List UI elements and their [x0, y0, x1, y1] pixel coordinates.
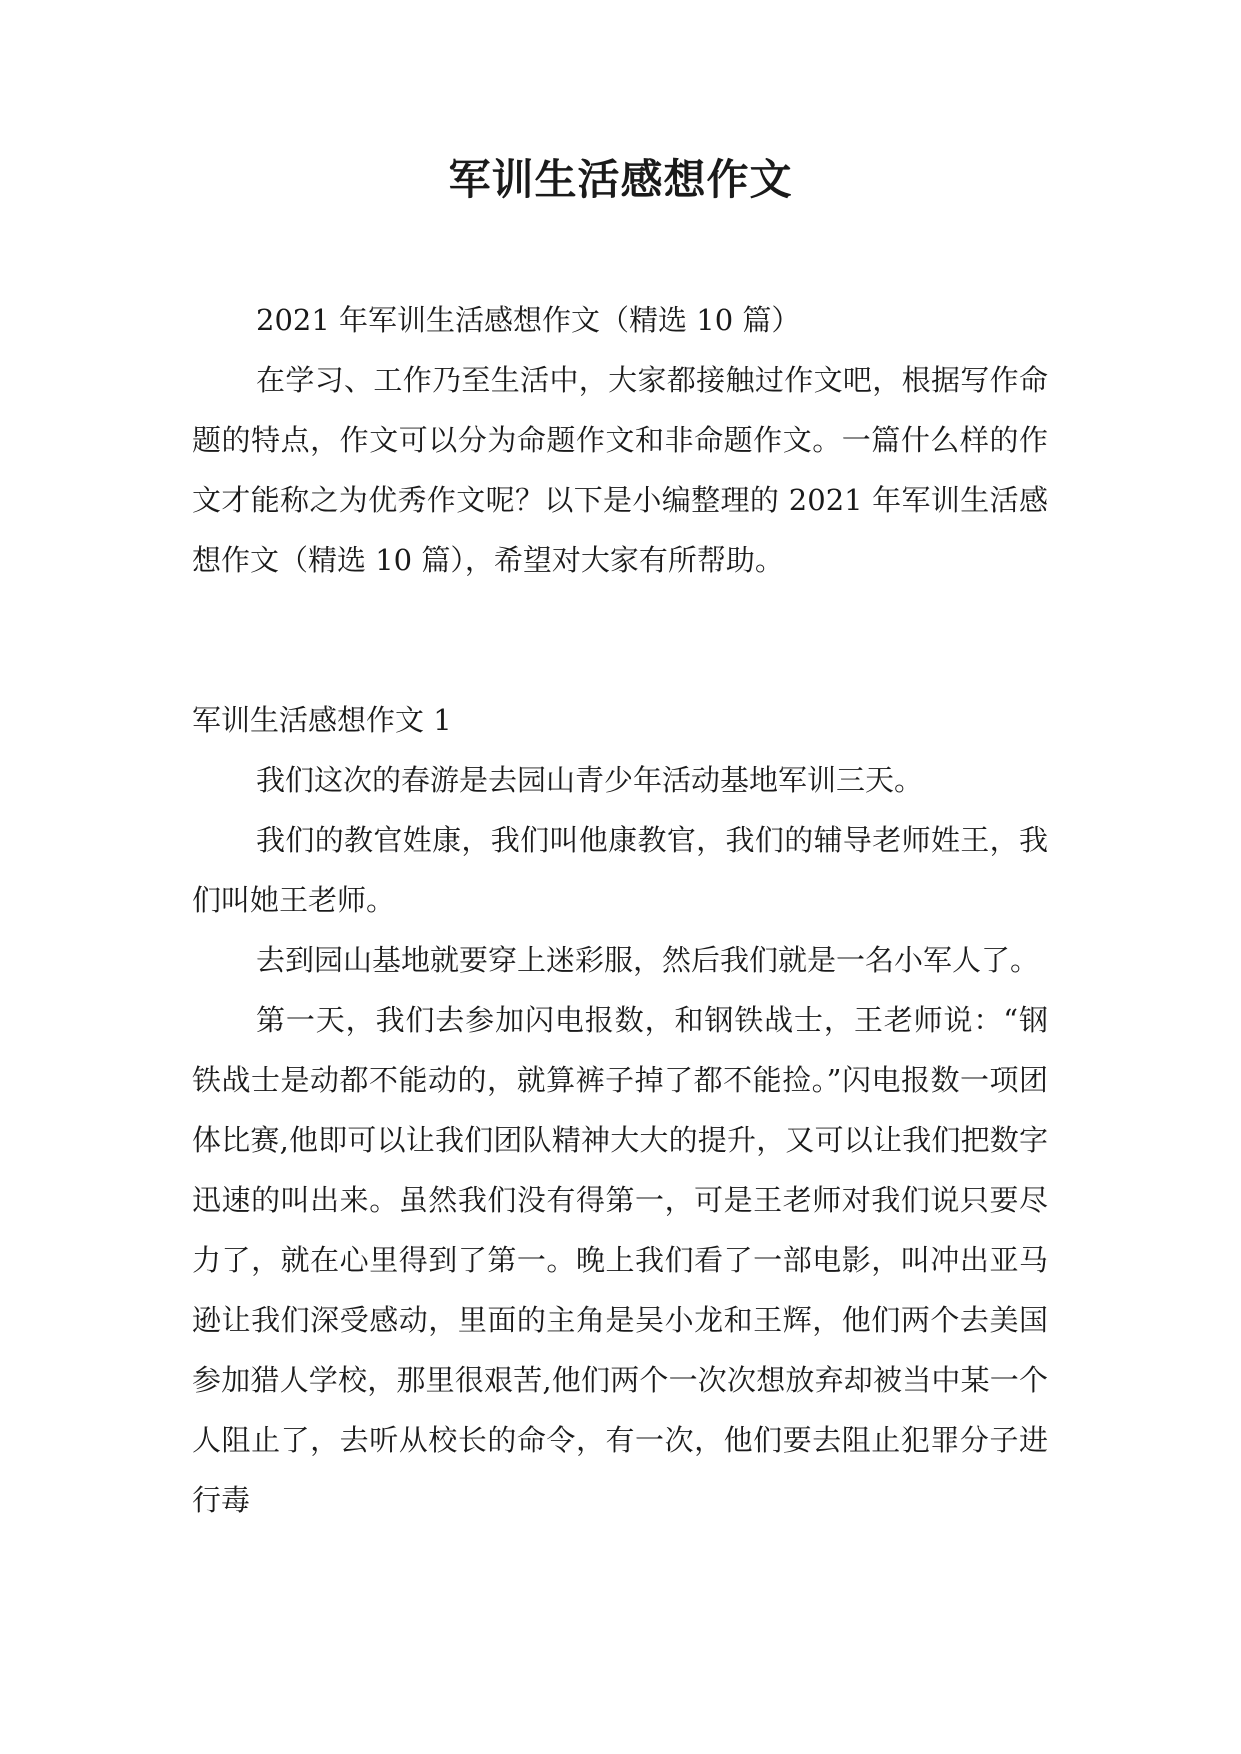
section-heading: 军训生活感想作文 1 [192, 703, 452, 737]
body-paragraph: 去到园山基地就要穿上迷彩服，然后我们就是一名小军人了。 [256, 943, 1040, 977]
body-paragraph: 我们的教官姓康，我们叫他康教官，我们的辅导老师姓王，我们叫她王老师。 [192, 823, 1048, 917]
document-body [192, 290, 1048, 1530]
section-spacer [192, 590, 1048, 690]
document-title: 军训生活感想作文 [448, 155, 793, 204]
body-paragraph: 我们这次的春游是去园山青少年活动基地军训三天。 [256, 763, 924, 797]
subtitle-line: 2021 年军训生活感想作文（精选 10 篇） [256, 303, 801, 337]
intro-paragraph: 在学习、工作乃至生活中，大家都接触过作文吧，根据写作命题的特点，作文可以分为命题作文和非命题作文。一篇什么样的作文才能称之为优秀作文呢？以下是小编整理的 2021 年军训生活感想作文（精选 10 篇），希望对大家有所帮助。 [192, 363, 1048, 577]
body-paragraph: 第一天，我们去参加闪电报数，和钢铁战士，王老师说：“钢铁战士是动都不能动的，就算裤子掉了都不能捡。”闪电报数一项团体比赛,他即可以让我们团队精神大大的提升，又可以让我们把数字迅速的叫出来。虽然我们没有得第一，可是王老师对我们说只要尽力了，就在心里得到了第一。晚上我们看了一部电影，叫冲出亚马逊让我们深受感动，里面的主角是吴小龙和王辉，他们两个去美国参加猎人学校，那里很艰苦,他们两个一次次想放弃却被当中某一个人阻止了，去听从校长的命令，有一次，他们要去阻止犯罪分子进行毒 [192, 1003, 1048, 1517]
